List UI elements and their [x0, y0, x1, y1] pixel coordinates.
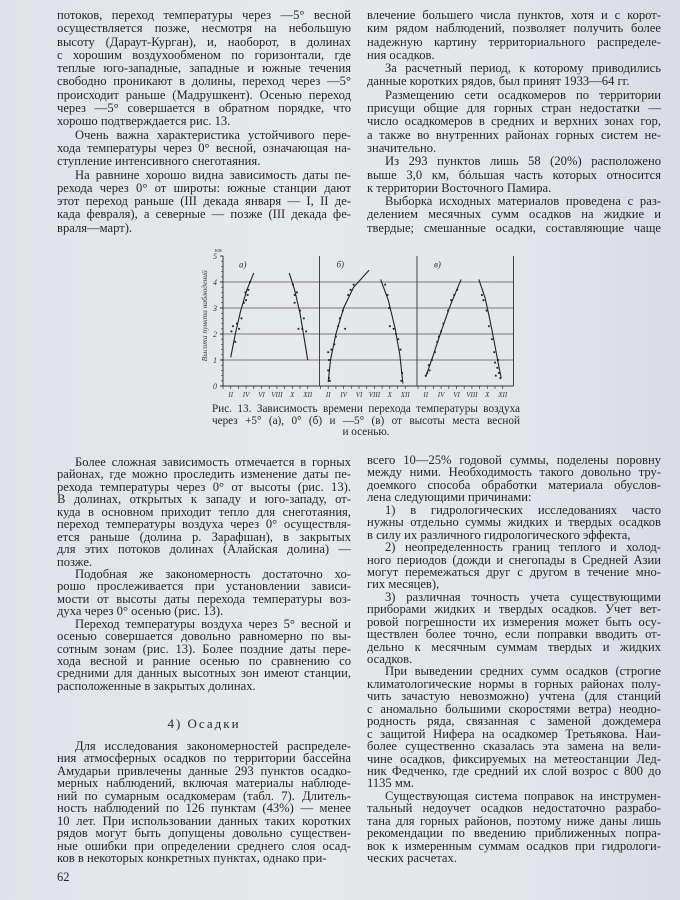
text-line: гих месяцев), [367, 577, 440, 592]
text-line: Очень важна характеристика устойчивого пере- [75, 127, 351, 142]
text-line: дельно к месячным суммам твердых и жидких [367, 639, 661, 654]
data-point [303, 318, 305, 320]
data-point [342, 310, 344, 312]
text-line: рошо прослеживается при установлении зависи- [57, 579, 351, 594]
x-tick-label: X [290, 391, 295, 399]
data-point [247, 294, 249, 296]
text-line: хорошо подтверждается рис. 13. [57, 114, 231, 129]
text-line: 3) различная точность учета существующими [385, 589, 661, 604]
text-line: рехода температуры через 0° от высоты (рис. 13). [57, 479, 351, 494]
text-line: рехода через 0° от широты: южные станции дают [57, 180, 351, 195]
data-point [453, 294, 455, 296]
data-point [299, 310, 301, 312]
text-line: Выборка исходных материалов проведена с раз- [385, 194, 661, 209]
data-point [488, 325, 490, 327]
spring-curve [426, 279, 461, 377]
data-point [434, 351, 436, 353]
spring-curve [328, 270, 369, 382]
text-line: более существенно сказалась эта замена на вели- [367, 739, 661, 754]
data-point [333, 344, 335, 346]
data-point [440, 331, 442, 333]
text-line: с защитой Нифера на осадкомер Третьякова. Наи- [367, 726, 661, 741]
text-line: происходит раньше (Мадрушкент). Осенью переход [57, 87, 351, 102]
caption-line: Рис. 13. Зависимость времени перехода температуры воздуха [212, 403, 520, 415]
text-line: ким рядом наблюдений, позволяет получить более [367, 21, 661, 36]
x-tick-label: X [387, 391, 392, 399]
text-line: выше 3,0 км, бóльшая часть которых относится [367, 167, 661, 182]
data-point [387, 294, 389, 296]
text-line: хода весной и ранние осенью по сравнению со [57, 654, 351, 668]
text-line: Переход температуры воздуха через 5° весной и [75, 616, 351, 631]
x-tick-label: II [423, 391, 429, 399]
text-line: Для исследования закономерностей распределе- [75, 739, 351, 753]
right-column-bottom-text [367, 454, 661, 864]
text-line: надежную картину территориального распределе- [367, 34, 661, 49]
text-line: чить зачастую невозможно) учтена (для станций [367, 689, 661, 704]
x-tick-label: IV [340, 391, 347, 399]
data-point [329, 380, 331, 382]
data-point [438, 336, 440, 338]
data-point [428, 364, 430, 366]
text-line: приборами жидких и твердых осадков. Учет вет- [367, 602, 661, 617]
text-line: а также во внутренних районах горных систем не- [367, 127, 661, 142]
text-line: враля—март). [57, 220, 133, 235]
text-line: ний по сумарным осадкомерам (табл. 7). Длитель- [57, 788, 351, 803]
data-point [296, 292, 298, 294]
data-point [429, 370, 431, 372]
x-tick-label: VI [453, 391, 460, 399]
x-tick-label: XII [400, 391, 410, 399]
text-line: осуществляется позже, несмотря на небольшую [57, 21, 351, 36]
data-point [335, 336, 337, 338]
data-point [486, 310, 488, 312]
section-heading: 4) Осадки [167, 716, 241, 731]
text-line: всего 10—25% годовой суммы, поделены поровну [367, 453, 661, 467]
data-point [301, 328, 303, 330]
text-line: ник Федченко, где средний их слой возрос с 800 до [367, 763, 661, 778]
text-line: При выведении средних сумм осадков (строгие [385, 664, 661, 679]
text-line: число осадкомеров в средних и верхних зонах гор, [367, 114, 661, 129]
panel-label: б) [336, 259, 345, 270]
data-point [389, 325, 391, 327]
data-point [447, 310, 449, 312]
text-line: Из 293 пунктов лишь 58 (20%) расположено [385, 154, 661, 169]
text-line: рекомендации по введению приближенных попра- [367, 826, 661, 841]
data-point [337, 325, 339, 327]
text-line: влечение большего числа пунктов, хотя и с корот- [367, 8, 661, 22]
text-line: осенью совершается довольно равномерно по вы- [57, 629, 351, 644]
data-point [436, 341, 438, 343]
text-line: значительно. [367, 140, 437, 155]
text-line: осадков. [367, 652, 413, 666]
data-point [248, 289, 250, 291]
text-line: доемкого способа обработки материала обуслов- [367, 477, 661, 492]
data-point [236, 323, 238, 325]
text-line: Подобная же закономерность достаточно хо- [75, 566, 351, 581]
y-tick-label: 4 [213, 278, 217, 287]
data-point [499, 377, 501, 379]
data-point [493, 351, 495, 353]
text-line: ность наблюдений по 126 пунктам (43%) — менее [57, 801, 351, 816]
data-point [238, 328, 240, 330]
text-line: данные коротких рядов, был принят 1933—64 гг. [367, 74, 630, 89]
data-point [249, 281, 251, 283]
data-point [497, 359, 499, 361]
autumn-curve [289, 273, 308, 360]
text-line: районах, где можно проследить изменение даты пе- [57, 467, 351, 482]
page-number: 62 [57, 870, 70, 884]
text-line: ровой погрешности их измерения может быть осу- [367, 614, 661, 629]
left-column-bottom-text [57, 740, 351, 864]
data-point [347, 294, 349, 296]
text-line: нужны отдельно суммы жидких и твердых осадков [367, 515, 661, 530]
x-tick-label: XII [303, 391, 313, 399]
y-tick-label: 5 [213, 252, 217, 261]
x-tick-label: VI [355, 391, 363, 399]
data-point [384, 284, 386, 286]
text-line: теплые юго-западные, западные и южные течения [57, 61, 351, 76]
data-point [245, 299, 247, 301]
text-line: твердые; смешанные осадки, составляющие чаще [367, 220, 661, 235]
x-tick-label: VIII [271, 391, 283, 399]
data-point [481, 294, 483, 296]
panel-label: а) [239, 259, 247, 270]
text-line: мости от высоты даты перехода температуры воз- [57, 591, 351, 606]
x-tick-label: IV [242, 391, 250, 399]
text-line: 1) в гидрологических исследованиях часто [385, 502, 661, 517]
text-line: За расчетный период, к которому приводились [385, 61, 661, 76]
text-line: духа через 0° осенью (рис. 13). [57, 604, 224, 619]
data-point [327, 370, 329, 372]
text-line: хода температуры через 0° весной, означающая на- [57, 140, 351, 155]
caption-line: и осенью. [342, 426, 390, 438]
y-unit-label: км [215, 248, 222, 254]
text-line: ния осадков. [367, 47, 435, 62]
y-tick-label: 3 [213, 304, 217, 313]
data-point [327, 351, 329, 353]
text-line: к территории Восточного Памира. [367, 180, 552, 195]
data-point [328, 377, 330, 379]
text-line: свободно проникают в долины, переход через —5° [57, 74, 351, 89]
text-line: В долинах, открытых к западу и юго-западу, от- [57, 492, 351, 507]
figure-caption [212, 404, 520, 439]
left-column-top-text [57, 9, 351, 235]
text-line: На равнине хорошо видна зависимость даты пе- [75, 167, 351, 182]
data-point [231, 331, 233, 333]
text-line: расположенные в закрытых долинах. [57, 678, 256, 693]
data-point [241, 318, 243, 320]
text-line: Существующая система поправок на инструмен- [385, 788, 661, 803]
data-point [400, 349, 402, 351]
data-point [491, 338, 493, 340]
data-point [339, 318, 341, 320]
text-line: позже. [57, 554, 93, 569]
data-point [426, 372, 428, 374]
text-line: с хорошим воздухообменом по горизонтали, где [57, 47, 351, 62]
data-point [234, 341, 236, 343]
data-point [344, 328, 346, 330]
data-point [395, 333, 397, 335]
data-point [397, 338, 399, 340]
text-line: када февраля), а северные — позже (III декада фе- [57, 207, 351, 222]
text-line: делением месячных сумм осадков на жидкие и [367, 207, 661, 222]
data-point [330, 349, 332, 351]
data-point [401, 372, 403, 374]
text-line: высоту (Дараут-Курган), и, наоборот, в долинах [57, 34, 351, 49]
x-tick-label: X [485, 391, 490, 399]
data-point [244, 292, 246, 294]
text-line: ния атмосферных осадков по территории бассейна [57, 751, 351, 766]
data-point [294, 302, 296, 304]
text-line: 10 лет. При использовании данных таких коротких [57, 813, 351, 828]
data-point [388, 307, 390, 309]
data-point [298, 328, 300, 330]
caption-line: через +5° (а), 0° (б) и —5° (в) от высоты места весной [212, 414, 520, 427]
x-tick-label: II [325, 391, 331, 399]
text-line: ется раньше (долина р. Зарафшан), в закрытых [57, 529, 351, 544]
text-line: переход температуры воздуха через 0° осуществля- [57, 517, 351, 532]
data-point [494, 362, 496, 364]
data-point [450, 299, 452, 301]
data-point [305, 331, 307, 333]
y-axis-label: Высота пункта наблюдений [200, 270, 209, 362]
text-line: с аномально большими скоростями ветра) неодно- [367, 701, 661, 716]
data-point [443, 323, 445, 325]
spring-curve [231, 273, 254, 358]
x-tick-label: VIII [466, 391, 478, 399]
text-line: между ними. Необходимость такого довольно тру- [367, 465, 661, 480]
data-point [292, 284, 294, 286]
text-line: 1135 мм. [367, 776, 414, 791]
text-line: рядов могут быть допущены довольно существен- [57, 826, 351, 841]
data-point [350, 289, 352, 291]
data-point [483, 299, 485, 301]
text-line: ческих расчетах. [367, 851, 457, 865]
data-point [431, 359, 433, 361]
text-line: климатологические нормы в горных районах полу- [367, 676, 661, 691]
text-line: для этих потоков долинах (Алайская долина) — [57, 542, 351, 557]
text-line: чине осадков, фиксируемых на метеостанции Лед- [367, 751, 661, 766]
x-tick-label: XII [498, 391, 508, 399]
panel-label: в) [434, 259, 441, 270]
text-line: куда в основном приходит тепло для снеготаяния, [57, 504, 351, 519]
text-line: могут перемежаться друг с другом в течение мно- [367, 564, 661, 579]
text-line: потоков, переход температуры через —5° весной [57, 8, 351, 22]
text-line: сотным зонам (рис. 13). Более поздние даты пере- [57, 641, 351, 656]
text-line: мерных наблюдений, включая материалы наблюде- [57, 776, 351, 791]
y-tick-label: 0 [213, 382, 217, 391]
x-tick-label: VI [258, 391, 265, 399]
text-line: присущи общие для горных стран недостатки — [367, 101, 661, 116]
data-point [393, 328, 395, 330]
y-tick-label: 2 [213, 330, 217, 339]
x-tick-label: II [228, 391, 234, 399]
data-point [328, 359, 330, 361]
left-column-middle-text [57, 456, 351, 692]
text-line: ков в некоторых конкретных пунктах, однако при- [57, 850, 327, 865]
autumn-curve [381, 279, 403, 383]
data-point [498, 372, 500, 374]
text-line: этот переход раньше (III декада января — I, II де- [57, 194, 351, 209]
text-line: средними для данных высотных зон имеют станции, [57, 666, 351, 681]
text-line: родность ряда, связанная с заменой дождемера [367, 714, 661, 729]
text-line: ступление интенсивного снеготаяния. [57, 154, 261, 169]
text-line: тальный недоучет осадков недостаточно разрабо- [367, 801, 661, 816]
text-line: через —5° совершается в обратном порядке, что [57, 101, 351, 116]
x-tick-label: VIII [368, 391, 381, 399]
right-column-top-text [367, 9, 661, 235]
data-point [294, 294, 296, 296]
data-point [496, 367, 498, 369]
text-line: тана для горных районов, поэтому ниже даны лишь [367, 813, 661, 828]
data-point [495, 375, 497, 377]
data-point [353, 284, 355, 286]
data-point [232, 325, 234, 327]
text-line: Более сложная зависимость отмечается в горных [75, 455, 351, 469]
data-point [400, 380, 402, 382]
text-line: ществлен более точно, если поправки вводить от- [367, 627, 661, 642]
text-line: лена следующими причинами: [367, 490, 532, 505]
text-line: ного периодов (дожди и снегопады в Средней Азии [367, 552, 661, 567]
text-line: Размещению сети осадкомеров по территории [385, 87, 661, 102]
text-line: в силу их различного гидрологического эффекта, [367, 527, 631, 542]
data-point [456, 289, 458, 291]
text-line: 2) неопределенность границ теплого и холод- [385, 540, 661, 555]
y-tick-label: 1 [213, 356, 217, 365]
x-tick-label: IV [437, 391, 445, 399]
text-line: Амударьи привлечены данные 293 пунктов осадко- [57, 763, 351, 778]
data-point [425, 375, 427, 377]
figure-13-chart [195, 246, 535, 404]
text-line: вок к измеренным суммам осадков при гидрологи- [367, 838, 661, 853]
data-point [243, 302, 245, 304]
text-line: ные ошибки при определении среднего слоя осад- [57, 838, 351, 853]
